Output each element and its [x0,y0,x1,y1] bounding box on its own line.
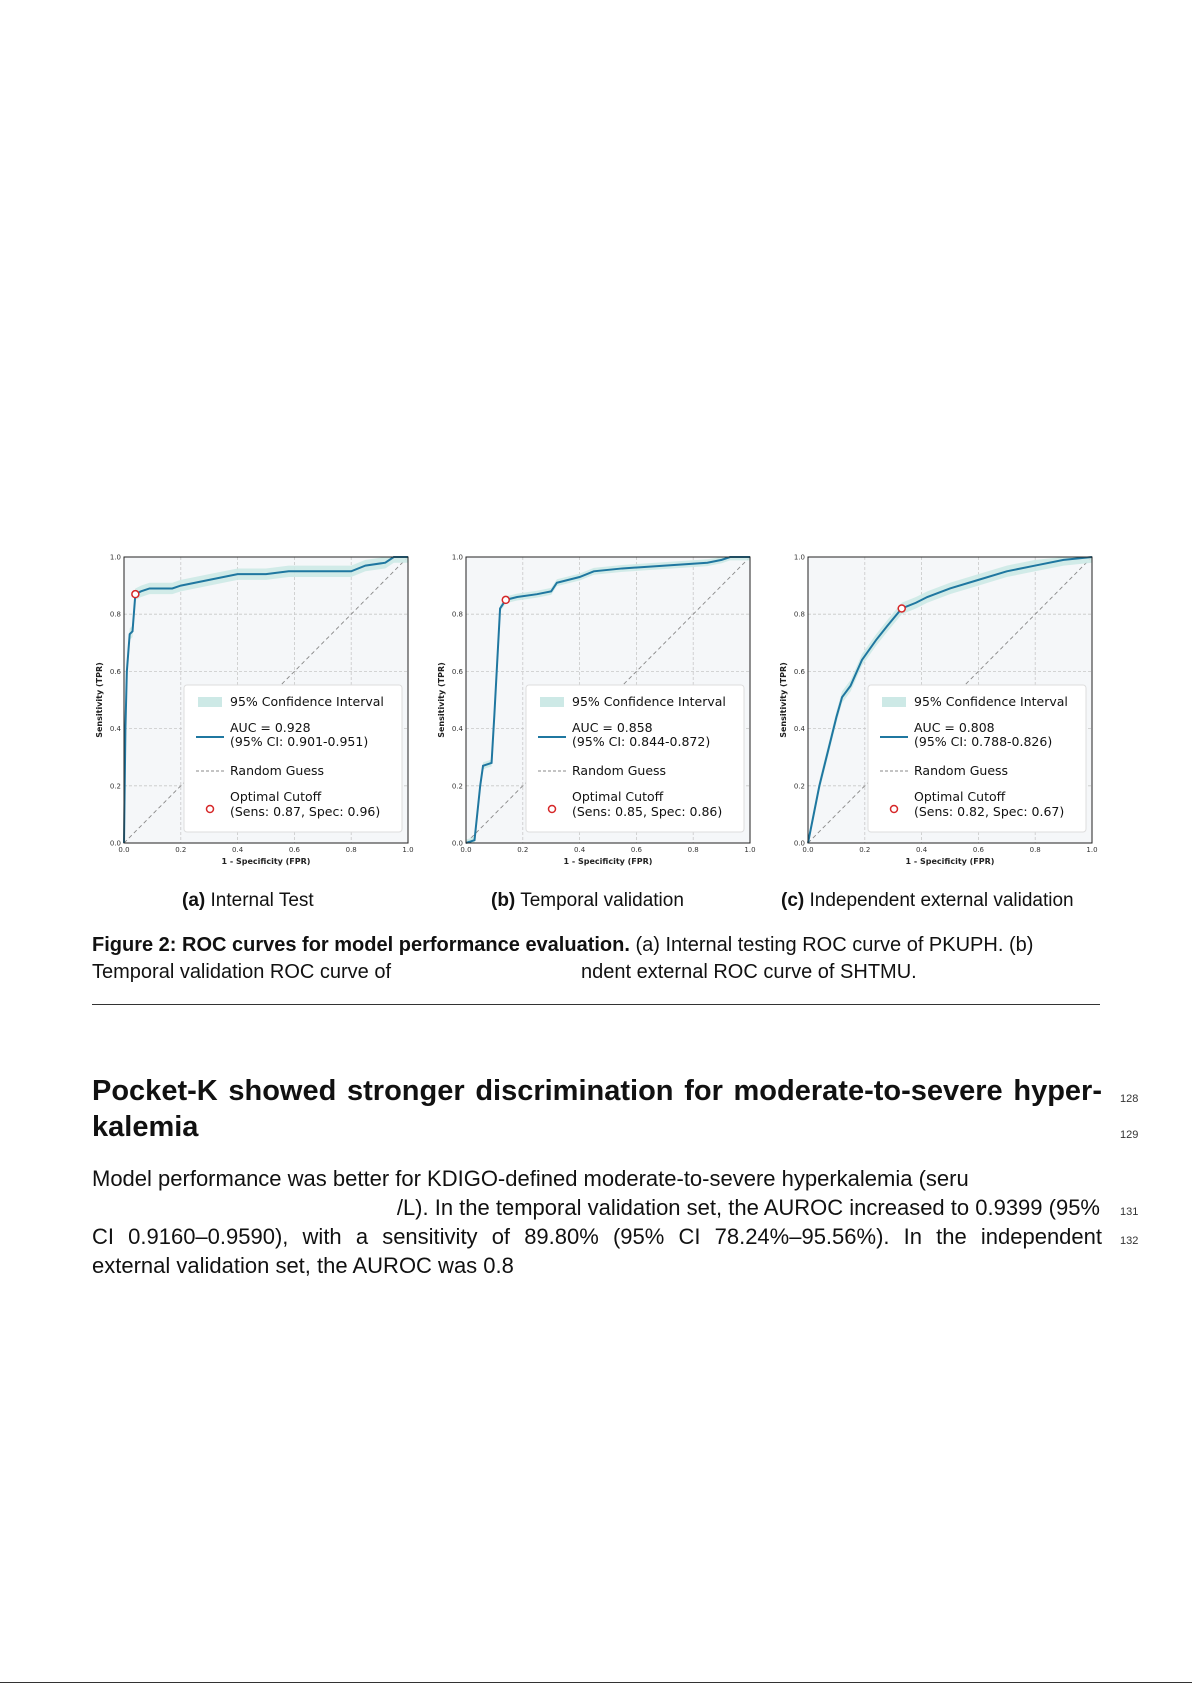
legend-cutoff-label: Optimal Cutoff [914,789,1006,804]
section-heading-line-2: kalemia [92,1111,199,1143]
section-heading [92,1073,1110,1145]
legend-cutoff-swatch [207,806,214,813]
legend-auc-ci-label: (95% CI: 0.788-0.826) [914,734,1053,749]
legend-auc-label: AUC = 0.808 [914,720,995,735]
legend-cutoff-swatch [891,806,898,813]
subcaption-b [491,890,684,912]
y-tick-label: 0.2 [109,782,121,791]
legend-auc-label: AUC = 0.858 [572,720,653,735]
x-tick-label: 0.2 [175,846,187,854]
legend-cutoff-values: (Sens: 0.87, Spec: 0.96) [230,804,381,819]
legend-ci-swatch [198,697,222,707]
legend-cutoff-label: Optimal Cutoff [572,789,664,804]
x-tick-label: 0.8 [1029,846,1041,854]
subcaption-a-letter: (a) [182,890,206,911]
legend-ci-label: 95% Confidence Interval [230,694,384,709]
line-number-131: 131 [1120,1206,1139,1218]
x-axis-label: 1 - Specificity (FPR) [563,857,653,866]
paragraph-line-1: Model performance was better for KDIGO-defined moderate-to-severe hyperkalemia (seru [92,1166,969,1191]
x-axis-label: 1 - Specificity (FPR) [221,857,311,866]
paragraph-line-2: /L). In the temporal validation set, the AUROC increased to 0.9399 (95% [396,1195,1100,1220]
y-tick-label: 0.8 [109,610,121,619]
y-tick-label: 0.2 [451,782,463,791]
x-tick-label: 1.0 [402,846,414,854]
legend-auc-label: AUC = 0.928 [230,720,311,735]
optimal-cutoff-marker [502,596,509,603]
x-tick-label: 0.2 [859,846,871,854]
x-tick-label: 0.6 [630,846,642,854]
caption-divider [92,1004,1100,1005]
figure-caption [92,932,1102,986]
y-tick-label: 1.0 [451,553,463,562]
x-tick-label: 1.0 [1086,846,1098,854]
subcaption-c [781,890,1074,912]
subcaption-b-text: Temporal validation [520,890,684,911]
y-tick-label: 1.0 [109,553,121,562]
legend-ci-swatch [882,697,906,707]
optimal-cutoff-marker [132,591,139,598]
section-heading-line-1: Pocket-K showed stronger discrimination for moderate-to-severe hyper- [92,1075,1102,1107]
y-tick-label: 0.6 [793,667,805,676]
legend-auc-ci-label: (95% CI: 0.844-0.872) [572,734,711,749]
y-tick-label: 1.0 [793,553,805,562]
line-number-132: 132 [1120,1235,1139,1247]
x-tick-label: 1.0 [744,846,756,854]
legend-random-label: Random Guess [914,763,1009,778]
subcaption-c-letter: (c) [781,890,805,911]
legend-auc-ci-label: (95% CI: 0.901-0.951) [230,734,369,749]
subcaption-c-text: Independent external validation [809,890,1074,911]
chart-panel-b [434,553,756,882]
y-tick-label: 0.0 [793,839,805,848]
roc-chart-b [434,553,756,882]
figure-caption-lead: Figure 2: ROC curves for model performance evaluation. [92,934,630,956]
y-tick-label: 0.6 [109,667,121,676]
y-tick-label: 0.8 [793,610,805,619]
roc-chart-a [92,553,414,882]
x-tick-label: 0.6 [288,846,300,854]
y-tick-label: 0.0 [451,839,463,848]
line-number-128: 128 [1120,1093,1139,1105]
x-tick-label: 0.4 [232,846,244,854]
y-axis-label: Sensitivity (TPR) [95,662,104,738]
y-tick-label: 0.4 [451,725,463,734]
optimal-cutoff-marker [898,605,905,612]
figure-caption-line2-b: ndent external ROC curve of SHTMU. [581,961,917,983]
legend-ci-label: 95% Confidence Interval [572,694,726,709]
figure-caption-line-2 [92,959,1102,986]
y-tick-label: 0.6 [451,667,463,676]
paragraph-line-4: external validation set, the AUROC was 0.8 [92,1253,514,1278]
figure-caption-line2-a: Temporal validation ROC curve of [92,961,392,983]
x-tick-label: 0.4 [916,846,928,854]
legend-ci-label: 95% Confidence Interval [914,694,1068,709]
y-tick-label: 0.2 [793,782,805,791]
subcaption-a [182,890,314,912]
x-tick-label: 0.8 [345,846,357,854]
y-tick-label: 0.8 [451,610,463,619]
legend-random-label: Random Guess [230,763,325,778]
line-number-129: 129 [1120,1129,1139,1141]
chart-panel-c [776,553,1098,882]
paragraph-line-3: CI 0.9160–0.9590), with a sensitivity of 89.80% (95% CI 78.24%–95.56%). In the independent [92,1224,1102,1249]
x-axis-label: 1 - Specificity (FPR) [905,857,995,866]
y-axis-label: Sensitivity (TPR) [779,662,788,738]
figure-caption-line-1 [92,932,1102,959]
y-tick-label: 0.0 [109,839,121,848]
page-bottom-rule [0,1682,1192,1683]
x-tick-label: 0.0 [118,846,130,854]
legend-cutoff-values: (Sens: 0.82, Spec: 0.67) [914,804,1065,819]
y-tick-label: 0.4 [793,725,805,734]
x-tick-label: 0.8 [687,846,699,854]
legend-cutoff-label: Optimal Cutoff [230,789,322,804]
legend-cutoff-swatch [549,806,556,813]
subcaption-b-letter: (b) [491,890,516,911]
x-tick-label: 0.6 [972,846,984,854]
figure-caption-rest: (a) Internal testing ROC curve of PKUPH. (b) [635,934,1034,956]
chart-panel-a [92,553,414,882]
x-tick-label: 0.2 [517,846,529,854]
subcaption-a-text: Internal Test [210,890,314,911]
roc-chart-c [776,553,1098,882]
x-tick-label: 0.4 [574,846,586,854]
legend-ci-swatch [540,697,564,707]
x-tick-label: 0.0 [460,846,472,854]
legend-random-label: Random Guess [572,763,667,778]
legend-cutoff-values: (Sens: 0.85, Spec: 0.86) [572,804,723,819]
x-tick-label: 0.0 [802,846,814,854]
y-axis-label: Sensitivity (TPR) [437,662,446,738]
y-tick-label: 0.4 [109,725,121,734]
